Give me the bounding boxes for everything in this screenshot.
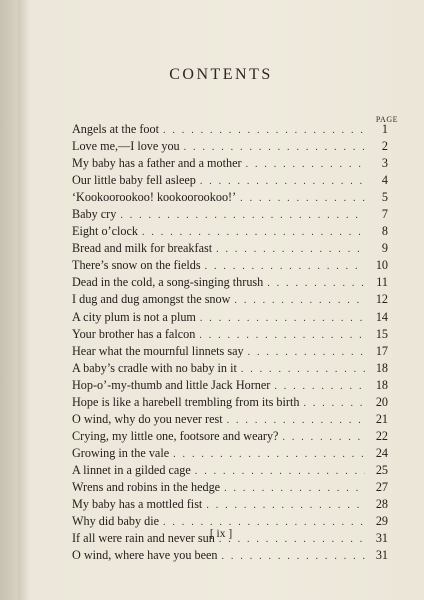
entry-title: A baby’s cradle with no baby in it bbox=[72, 360, 237, 375]
contents-entry bbox=[72, 257, 388, 274]
dot-leader bbox=[246, 156, 365, 172]
contents-entry bbox=[72, 445, 388, 462]
dot-leader bbox=[303, 395, 365, 411]
contents-entry bbox=[72, 189, 388, 206]
entry-title: Our little baby fell asleep bbox=[72, 173, 196, 188]
entry-title: A linnet in a gilded cage bbox=[72, 462, 191, 477]
contents-entry bbox=[72, 138, 388, 155]
entry-title: Angels at the foot bbox=[72, 122, 159, 136]
contents-entry bbox=[72, 206, 388, 223]
contents-entry bbox=[72, 394, 388, 411]
entry-page-number: 18 bbox=[375, 360, 388, 375]
page-number: [ ix ] bbox=[209, 528, 233, 540]
entry-title: Love me,—I love you bbox=[72, 139, 180, 154]
dot-leader bbox=[240, 190, 365, 206]
entry-title: Eight o’clock bbox=[72, 224, 138, 239]
dot-leader bbox=[224, 480, 365, 496]
entry-title: I dug and dug amongst the snow bbox=[72, 292, 231, 307]
entry-page-number: 27 bbox=[375, 479, 388, 494]
dot-leader bbox=[227, 412, 365, 428]
entry-title: Bread and milk for breakfast bbox=[72, 241, 213, 256]
entry-page-number: 2 bbox=[381, 139, 388, 154]
dot-leader bbox=[120, 207, 365, 223]
contents-entry bbox=[72, 274, 388, 291]
contents-list bbox=[72, 121, 388, 564]
entry-page-number: 31 bbox=[375, 531, 388, 546]
dot-leader bbox=[248, 344, 365, 360]
dot-leader bbox=[173, 446, 365, 462]
entry-page-number: 24 bbox=[375, 445, 388, 460]
contents-entry bbox=[72, 547, 388, 564]
entry-page-number: 10 bbox=[375, 258, 388, 273]
entry-title: Hop-o’-my-thumb and little Jack Horner bbox=[72, 377, 271, 392]
entry-page-number: 15 bbox=[375, 326, 388, 341]
dot-leader bbox=[216, 241, 365, 257]
contents-entry bbox=[72, 326, 388, 343]
dot-leader bbox=[163, 122, 365, 138]
entry-page-number: 20 bbox=[375, 394, 388, 409]
contents-entry bbox=[72, 496, 388, 513]
dot-leader bbox=[241, 361, 365, 377]
entry-page-number: 31 bbox=[375, 548, 388, 563]
entry-page-number: 3 bbox=[381, 156, 388, 171]
entry-title: My baby has a mottled fist bbox=[72, 497, 203, 512]
contents-entry bbox=[72, 377, 388, 394]
contents-entry bbox=[72, 411, 388, 428]
entry-title: Baby cry bbox=[72, 207, 117, 222]
entry-page-number: 25 bbox=[375, 462, 388, 477]
dot-leader bbox=[184, 139, 365, 155]
book-page bbox=[18, 0, 424, 600]
contents-entry bbox=[72, 428, 388, 445]
dot-leader bbox=[234, 292, 365, 308]
contents-entry bbox=[72, 121, 388, 138]
entry-page-number: 11 bbox=[376, 275, 388, 290]
dot-leader bbox=[142, 224, 365, 240]
entry-page-number: 8 bbox=[381, 224, 388, 239]
entry-page-number: 17 bbox=[375, 343, 388, 358]
entry-page-number: 29 bbox=[375, 514, 388, 529]
entry-title: O wind, where have you been bbox=[72, 548, 218, 563]
dot-leader bbox=[199, 327, 365, 343]
entry-title: My baby has a father and a mother bbox=[72, 156, 242, 171]
entry-title: Crying, my little one, footsore and weary? bbox=[72, 428, 279, 443]
dot-leader bbox=[274, 378, 365, 394]
contents-entry bbox=[72, 309, 388, 326]
page-column-label: PAGE bbox=[375, 115, 398, 124]
contents-entry bbox=[72, 291, 388, 308]
contents-entry bbox=[72, 223, 388, 240]
dot-leader bbox=[282, 429, 365, 445]
entry-title: ‘Kookoorookoo! kookoorookoo!’ bbox=[72, 190, 237, 205]
dot-leader bbox=[200, 173, 365, 189]
dot-leader bbox=[267, 275, 365, 291]
contents-entry bbox=[72, 155, 388, 172]
entry-page-number: 5 bbox=[381, 190, 388, 205]
entry-title: Hope is like a harebell trembling from its birth bbox=[72, 394, 300, 409]
entry-page-number: 14 bbox=[375, 309, 388, 324]
entry-page-number: 21 bbox=[375, 411, 388, 426]
entry-page-number: 4 bbox=[381, 173, 388, 188]
entry-page-number: 12 bbox=[375, 292, 388, 307]
contents-entry bbox=[72, 462, 388, 479]
entry-page-number: 7 bbox=[381, 207, 388, 222]
book-gutter bbox=[0, 0, 18, 600]
dot-leader bbox=[195, 463, 365, 479]
dot-leader bbox=[206, 497, 365, 513]
page-title: CONTENTS bbox=[169, 66, 273, 83]
entry-page-number: 22 bbox=[375, 428, 388, 443]
dot-leader bbox=[200, 310, 365, 326]
entry-title: Hear what the mournful linnets say bbox=[72, 343, 244, 358]
contents-entry bbox=[72, 172, 388, 189]
contents-entry bbox=[72, 479, 388, 496]
dot-leader bbox=[222, 548, 365, 564]
entry-title: If all were rain and never sun bbox=[72, 531, 215, 546]
entry-title: Wrens and robins in the hedge bbox=[72, 479, 221, 494]
entry-page-number: 1 bbox=[381, 122, 388, 136]
entry-title: Your brother has a falcon bbox=[72, 326, 196, 341]
entry-title: A city plum is not a plum bbox=[72, 309, 196, 324]
dot-leader bbox=[205, 258, 365, 274]
entry-title: O wind, why do you never rest bbox=[72, 411, 223, 426]
entry-page-number: 28 bbox=[375, 497, 388, 512]
entry-title: Growing in the vale bbox=[72, 445, 170, 460]
entry-page-number: 18 bbox=[375, 377, 388, 392]
entry-page-number: 9 bbox=[381, 241, 388, 256]
entry-title: Dead in the cold, a song-singing thrush bbox=[72, 275, 264, 290]
contents-entry bbox=[72, 343, 388, 360]
entry-title: Why did baby die bbox=[72, 514, 159, 529]
contents-entry bbox=[72, 240, 388, 257]
contents-entry bbox=[72, 360, 388, 377]
entry-title: There’s snow on the fields bbox=[72, 258, 201, 273]
